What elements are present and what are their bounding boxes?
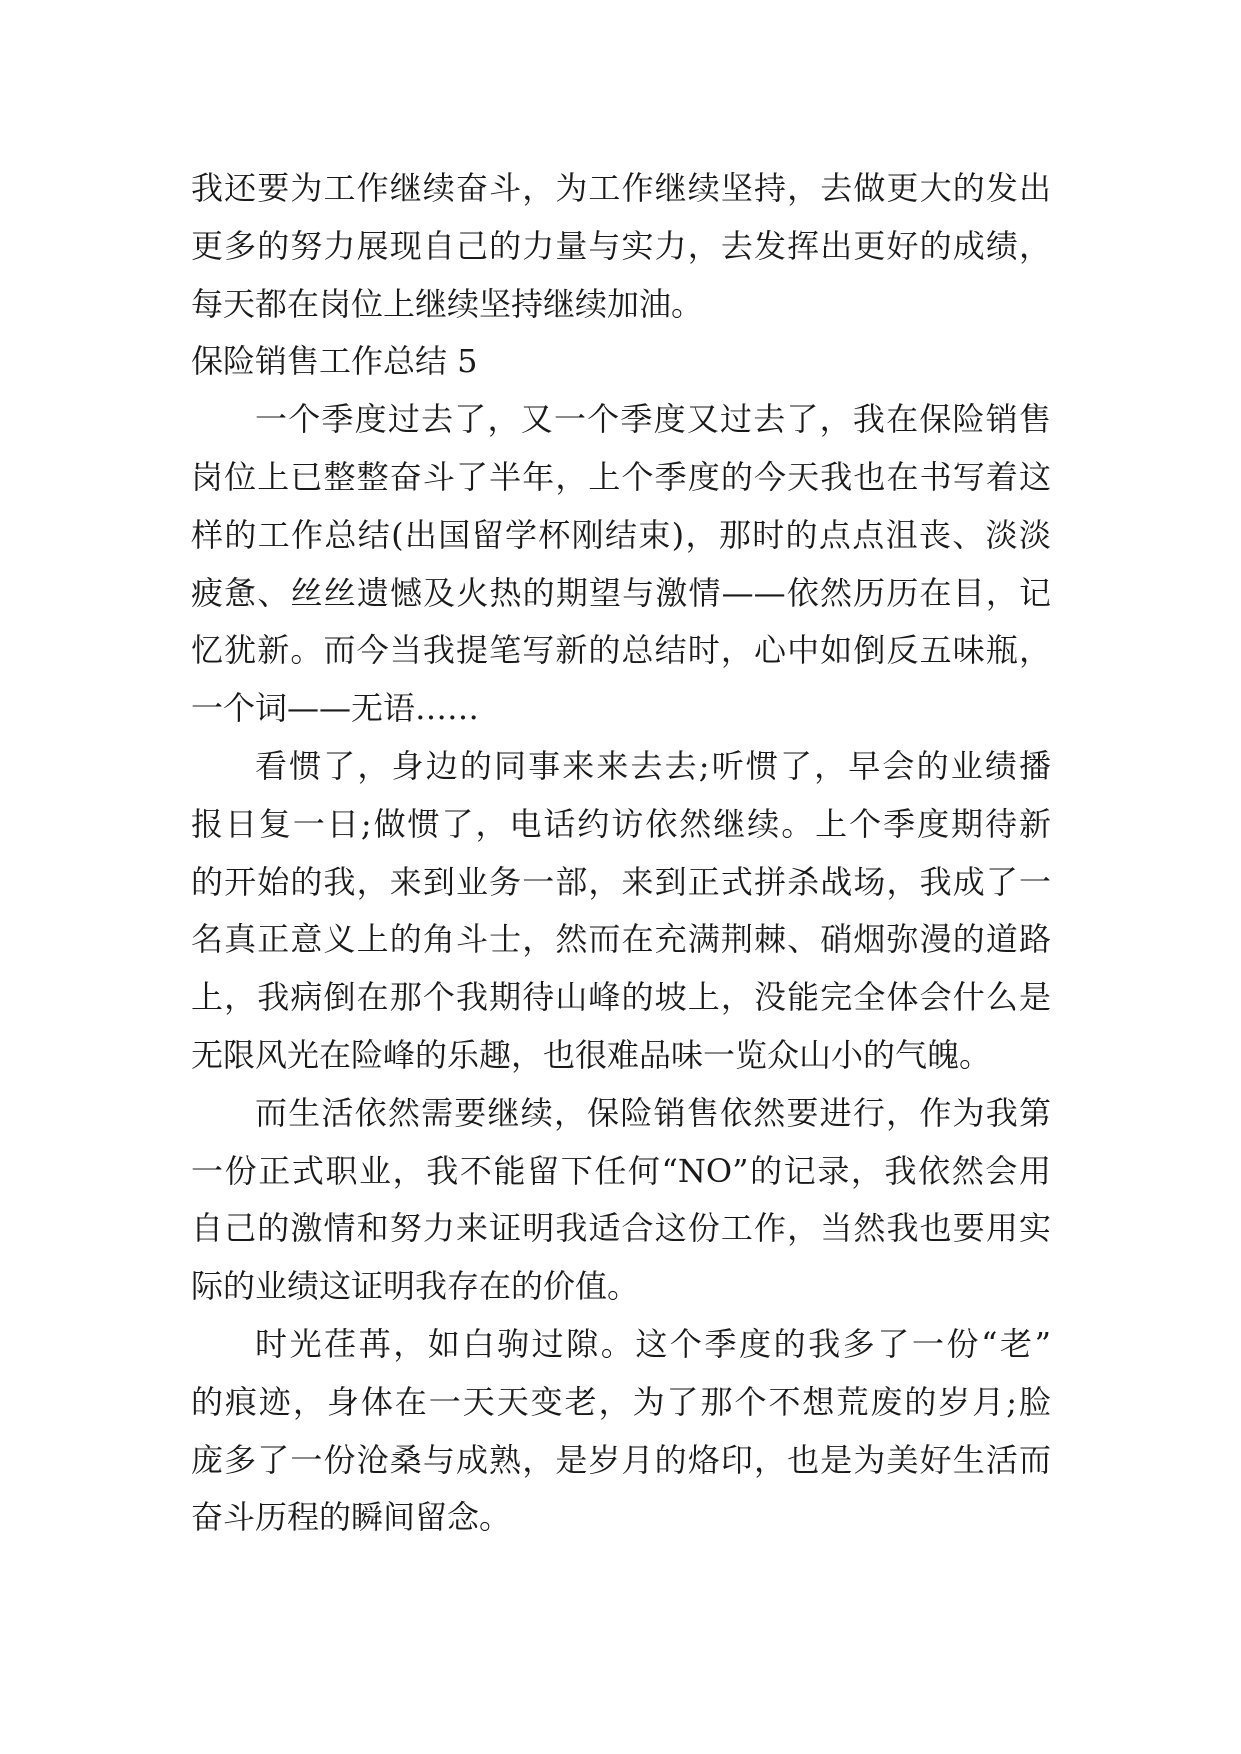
- text-line: 自己的激情和努力来证明我适合这份工作，当然我也要用实: [191, 1209, 1051, 1248]
- text-line: 岗位上已整整奋斗了半年，上个季度的今天我也在书写着这: [191, 457, 1051, 496]
- text-line: 的开始的我，来到业务一部，来到正式拼杀战场，我成了一: [191, 862, 1051, 901]
- text-line: 时光荏苒，如白驹过隙。这个季度的我多了一份“老”: [255, 1324, 1051, 1363]
- paragraph-3: [191, 1085, 1051, 1316]
- section-heading: [191, 333, 1051, 391]
- text-line: 样的工作总结(出国留学杯刚结束)，那时的点点沮丧、淡淡: [191, 515, 1051, 554]
- document-body: [191, 160, 1051, 1547]
- text-line: 忆犹新。而今当我提笔写新的总结时，心中如倒反五味瓶，: [191, 631, 1051, 670]
- heading-text: 保险销售工作总结 5: [191, 342, 478, 381]
- text-line: 而生活依然需要继续，保险销售依然要进行，作为我第: [255, 1093, 1051, 1132]
- text-line: 看惯了，身边的同事来来去去;听惯了，早会的业绩播: [255, 746, 1051, 785]
- text-line: 的痕迹，身体在一天天变老，为了那个不想荒废的岁月;脸: [191, 1382, 1051, 1421]
- text-line: 报日复一日;做惯了，电话约访依然继续。上个季度期待新: [191, 804, 1051, 843]
- text-line: 上，我病倒在那个我期待山峰的坡上，没能完全体会什么是: [191, 978, 1051, 1017]
- paragraph-1: [191, 391, 1051, 738]
- text-line: 更多的努力展现自己的力量与实力，去发挥出更好的成绩，: [191, 226, 1051, 265]
- text-line: 每天都在岗位上继续坚持继续加油。: [191, 284, 704, 323]
- paragraph-continuation: [191, 160, 1051, 333]
- text-line: 奋斗历程的瞬间留念。: [191, 1498, 512, 1537]
- text-line: 际的业绩这证明我存在的价值。: [191, 1267, 640, 1306]
- text-line: 名真正意义上的角斗士，然而在充满荆棘、硝烟弥漫的道路: [191, 920, 1051, 959]
- paragraph-4: [191, 1316, 1051, 1547]
- text-line: 无限风光在险峰的乐趣，也很难品味一览众山小的气魄。: [191, 1035, 992, 1074]
- text-line: 庞多了一份沧桑与成熟，是岁月的烙印，也是为美好生活而: [191, 1440, 1051, 1479]
- text-line: 一份正式职业，我不能留下任何“NO”的记录，我依然会用: [191, 1151, 1051, 1190]
- text-line: 一个词——无语……: [191, 689, 480, 728]
- text-line: 疲惫、丝丝遗憾及火热的期望与激情——依然历历在目，记: [191, 573, 1051, 612]
- text-line: 一个季度过去了，又一个季度又过去了，我在保险销售: [255, 400, 1051, 439]
- text-line: 我还要为工作继续奋斗，为工作继续坚持，去做更大的发出: [191, 169, 1051, 207]
- paragraph-2: [191, 738, 1051, 1085]
